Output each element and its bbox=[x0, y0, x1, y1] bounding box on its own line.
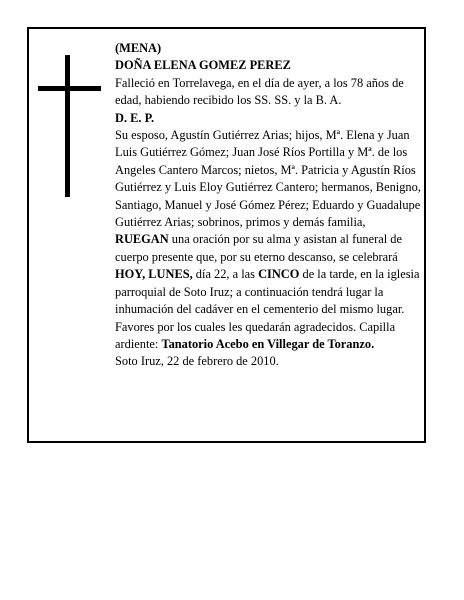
family-header: (MENA) bbox=[115, 41, 162, 55]
deceased-name: DOÑA ELENA GOMEZ PEREZ bbox=[115, 58, 291, 73]
request-text-c: de la tarde, en la iglesia parroquial de Soto Iruz; a continuación tendrá lugar la inhumación del cadáver en el cementerio del mismo lugar. Favores por los cuales les quedarán agradecidos. Capilla ardiente: bbox=[115, 267, 420, 351]
funeral-request bbox=[115, 231, 421, 353]
request-text-b: día 22, a las bbox=[192, 267, 259, 282]
death-notice: Falleció en Torrelavega, en el día de ayer, a los 78 años de edad, habiendo recibido los SS. SS. y la B. A. bbox=[115, 75, 404, 108]
family-list: Su esposo, Agustín Gutiérrez Arias; hijos, Mª. Elena y Juan Luis Gutiérrez Gómez; Juan José Ríos Portilla y Mª. de los Angeles Cantero Marcos; nietos, Mª. Patricia y Agustín Ríos Gutiérrez y Luis Eloy Gutiérrez Cantero; hermanos, Benigno, Santiago, Manuel y José Gómez Pérez; Eduardo y Guadalupe Gutiérrez Arias; sobrinos, primos y demás familia, bbox=[115, 128, 421, 230]
cross-vertical-bar bbox=[65, 55, 70, 197]
dep-text: D. E. P. bbox=[115, 110, 155, 125]
cross-icon bbox=[38, 55, 101, 197]
cross-horizontal-bar bbox=[38, 86, 101, 91]
obituary-text bbox=[115, 40, 421, 371]
request-text-a: una oración por su alma y asistan al funeral de cuerpo presente que, por su eterno descanso, se celebrará bbox=[115, 232, 402, 264]
signoff: Soto Iruz, 22 de febrero de 2010. bbox=[115, 354, 279, 369]
ruegan-text: RUEGAN bbox=[115, 232, 169, 247]
funeral-hour: CINCO bbox=[258, 267, 300, 282]
chapel-location: Tanatorio Acebo en Villegar de Toranzo. bbox=[161, 336, 375, 351]
funeral-day: HOY, LUNES, bbox=[115, 267, 193, 282]
